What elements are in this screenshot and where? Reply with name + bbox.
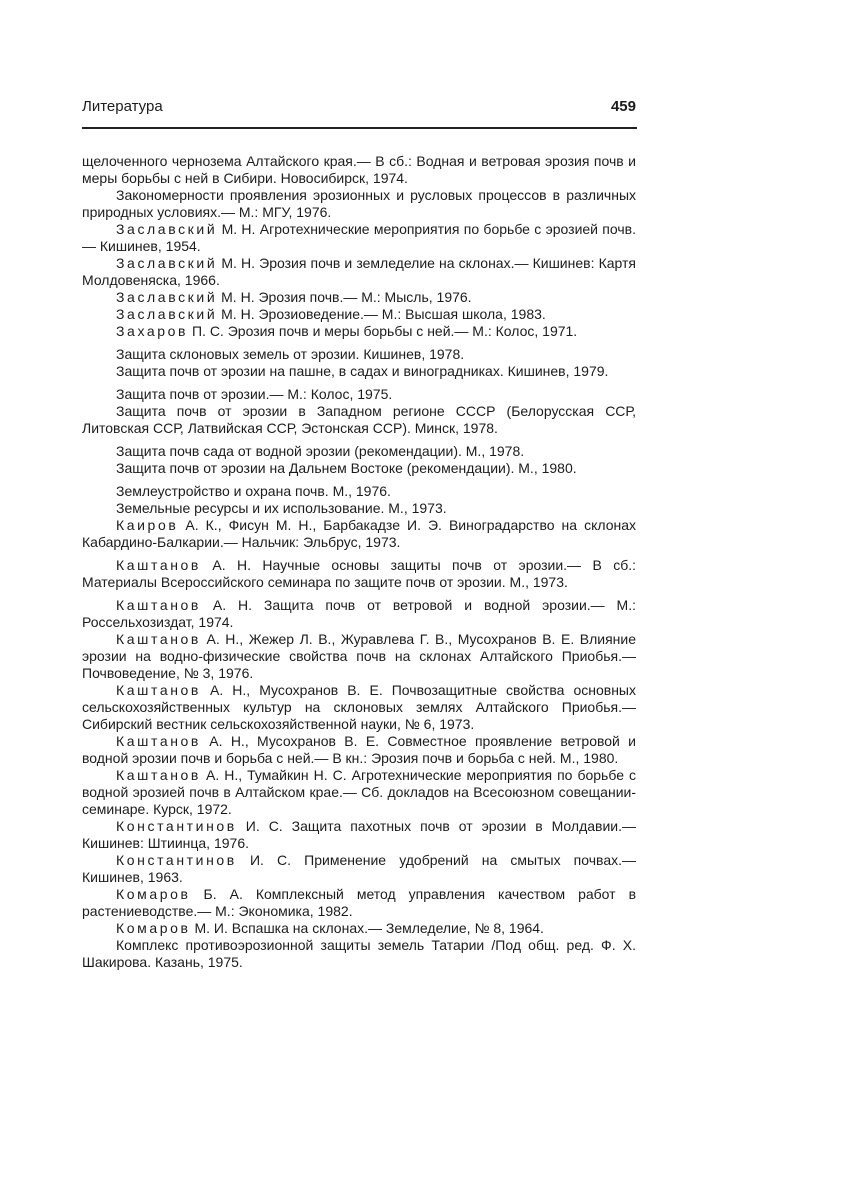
reference-entry: Землеустройство и охрана почв. М., 1976. <box>116 483 391 499</box>
reference-author: Константинов <box>116 818 237 834</box>
reference-author: Каштанов <box>116 557 201 573</box>
reference-entry: Комплекс противоэрозионной защиты земель Татарии /Под общ. ред. Ф. Х. Шакирова. Казань, 1975. <box>82 937 636 970</box>
reference-entry: Константинов И. С. Защита пахотных почв от эрозии в Молдавии.— Кишинев: Штиинца, 1976. <box>82 818 636 851</box>
reference-author: Заславский <box>116 306 218 322</box>
reference-author: Захаров <box>116 323 189 339</box>
reference-entry: Заславский М. Н. Эрозиоведение.— М.: Высшая школа, 1983. <box>116 306 546 322</box>
reference-author: Каиров <box>116 517 179 533</box>
reference-author: Заславский <box>116 221 218 237</box>
reference-entry: Закономерности проявления эрозионных и русловых процессов в различных природных условиях.— М.: МГУ, 1976. <box>82 187 636 220</box>
page-header <box>82 98 636 120</box>
reference-entry: Защита почв от эрозии в Западном регионе СССР (Белорусская ССР, Литовская ССР, Латвийская ССР, Эстонская ССР). Минск, 1978. <box>82 403 636 436</box>
reference-author: Каштанов <box>116 682 201 698</box>
reference-entry: Комаров М. И. Вспашка на склонах.— Земледелие, № 8, 1964. <box>116 920 544 936</box>
running-title: Литература <box>82 98 163 115</box>
reference-entry: Каштанов А. Н. Научные основы защиты почв от эрозии.— В сб.: Материалы Всероссийского семинара по защите почв от эрозии. М., 1973. <box>82 557 636 590</box>
reference-entry: Каштанов А. Н., Мусохранов В. Е. Почвозащитные свойства основных сельскохозяйственных культур на склоновых землях Алтайского Приобья.— Сибирский вестник сельскохозяйственной науки, № 6, 1973. <box>82 682 636 732</box>
reference-entry: Каштанов А. Н. Защита почв от ветровой и водной эрозии.— М.: Россельхозиздат, 1974. <box>82 597 636 630</box>
reference-entry: Каиров А. К., Фисун М. Н., Барбакадзе И. Э. Виноградарство на склонах Кабардино-Балкарии.— Нальчик: Эльбрус, 1973. <box>82 517 636 550</box>
reference-entry: Защита почв от эрозии.— М.: Колос, 1975. <box>116 386 393 402</box>
reference-entry: Защита почв сада от водной эрозии (рекомендации). М., 1978. <box>116 443 525 459</box>
reference-author: Заславский <box>116 289 218 305</box>
reference-list <box>82 153 636 971</box>
reference-entry: Комаров Б. А. Комплексный метод управления качеством работ в растениеводстве.— М.: Экономика, 1982. <box>82 886 636 919</box>
reference-author: Каштанов <box>116 631 201 647</box>
reference-entry: Заславский М. Н. Эрозия почв.— М.: Мысль, 1976. <box>116 289 472 305</box>
reference-author: Комаров <box>116 920 191 936</box>
reference-entry: Заславский М. Н. Агротехнические мероприятия по борьбе с эрозией почв.— Кишинев, 1954. <box>82 221 636 254</box>
reference-entry: Земельные ресурсы и их использование. М., 1973. <box>116 500 447 516</box>
reference-entry: Каштанов А. Н., Жежер Л. В., Журавлева Г. В., Мусохранов В. Е. Влияние эрозии на водно-физические свойства почв на склонах Алтайского Приобья.— Почвоведение, № 3, 1976. <box>82 631 636 681</box>
reference-author: Каштанов <box>116 733 201 749</box>
reference-entry: Защита почв от эрозии на Дальнем Востоке (рекомендации). М., 1980. <box>116 460 577 476</box>
reference-author: Каштанов <box>116 767 201 783</box>
reference-entry: Каштанов А. Н., Тумайкин Н. С. Агротехнические мероприятия по борьбе с водной эрозией почв в Алтайском крае.— Сб. докладов на Всесоюзном совещании-семинаре. Курск, 1972. <box>82 767 636 817</box>
reference-author: Комаров <box>116 886 191 902</box>
reference-entry: щелоченного чернозема Алтайского края.— В сб.: Водная и ветровая эрозия почв и меры борьбы с ней в Сибири. Новосибирск, 1974. <box>82 153 636 186</box>
reference-author: Заславский <box>116 255 218 271</box>
reference-entry: Константинов И. С. Применение удобрений на смытых почвах.— Кишинев, 1963. <box>82 852 636 885</box>
reference-entry: Защита почв от эрозии на пашне, в садах и виноградниках. Кишинев, 1979. <box>116 363 609 379</box>
page-number: 459 <box>610 98 636 115</box>
reference-entry: Заславский М. Н. Эрозия почв и земледелие на склонах.— Кишинев: Картя Молдовеняска, 1966. <box>82 255 636 288</box>
reference-entry: Захаров П. С. Эрозия почв и меры борьбы с ней.— М.: Колос, 1971. <box>116 323 578 339</box>
reference-author: Константинов <box>116 852 237 868</box>
reference-author: Каштанов <box>116 597 201 613</box>
header-rule <box>82 127 637 129</box>
reference-entry: Защита склоновых земель от эрозии. Кишинев, 1978. <box>116 346 465 362</box>
reference-entry: Каштанов А. Н., Мусохранов В. Е. Совместное проявление ветровой и водной эрозии почв и борьба с ней.— В кн.: Эрозия почв и борьба с ней. М., 1980. <box>82 733 636 766</box>
